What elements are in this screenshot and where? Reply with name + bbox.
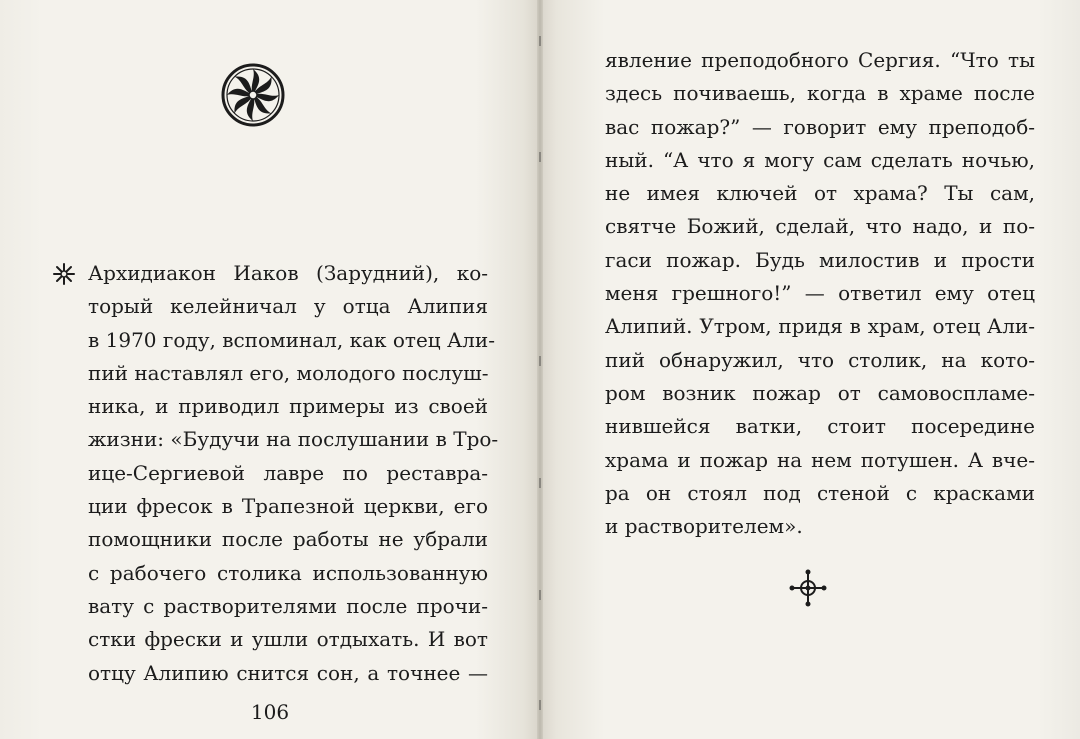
text-line: вас пожар?” — говорит ему преподоб-: [605, 114, 1035, 139]
text-line: меня грешного!” — ответил ему отец: [605, 281, 1035, 306]
binding-stitch: [539, 356, 541, 366]
right-paragraph: [605, 44, 1035, 543]
text-line: ный. “А что я могу сам сделать ночью,: [605, 147, 1035, 172]
text-line: Алипий. Утром, придя в храм, отец Али-: [605, 314, 1035, 339]
text-line: помощники после работы не убрали: [88, 527, 488, 552]
binding-stitch: [539, 700, 541, 710]
text-line: храма и пожар на нем потушен. А вче-: [605, 447, 1035, 472]
binding-stitch: [539, 478, 541, 488]
text-line: ице-Сергиевой лавре по реставра-: [88, 460, 488, 485]
book-gutter: [537, 0, 543, 739]
right-page: [540, 0, 1080, 739]
text-line: торый келейничал у отца Алипия: [88, 294, 488, 319]
text-line: с рабочего столика использованную: [88, 560, 488, 585]
text-line: явление преподобного Сергия. “Что ты: [605, 48, 1035, 72]
binding-stitch: [539, 590, 541, 600]
text-line: ром возник пожар от самовоспламе-: [605, 380, 1035, 405]
text-line: пий обнаружил, что столик, на кото-: [605, 347, 1035, 372]
text-line: в 1970 году, вспоминал, как отец Али-: [88, 327, 495, 352]
snowflake-bullet-icon: [52, 262, 76, 286]
text-line: пий наставлял его, молодого послуш-: [88, 360, 489, 385]
text-line: нившейся ватки, стоит посередине: [605, 414, 1035, 439]
text-line: жизни: «Будучи на послушании в Тро-: [88, 427, 499, 452]
text-line: ра он стоял под стеной с красками: [605, 480, 1035, 505]
text-line: вату с растворителями после прочи-: [88, 593, 488, 618]
text-line: гаси пожар. Будь милостив и прости: [605, 247, 1035, 272]
text-line: стки фрески и ушли отдыхать. И вот: [88, 627, 488, 652]
rosette-ornament-icon: [218, 60, 288, 130]
text-line: отцу Алипию снится сон, а точнее —: [88, 660, 488, 685]
left-paragraph: [88, 257, 499, 690]
binding-stitch: [539, 36, 541, 46]
binding-stitch: [539, 152, 541, 162]
text-line: Архидиакон Иаков (Зарудний), ко-: [88, 261, 488, 285]
text-line: ции фресок в Трапезной церкви, его: [88, 494, 488, 519]
text-line: и растворителем».: [605, 514, 803, 539]
text-line: не имея ключей от храма? Ты сам,: [605, 181, 1035, 206]
text-line: ника, и приводил примеры из своей: [88, 394, 488, 419]
cross-ornament-icon: [788, 568, 828, 608]
text-line: святче Божий, сделай, что надо, и по-: [605, 214, 1035, 239]
page-number: 106: [250, 700, 290, 724]
text-line: здесь почиваешь, когда в храме после: [605, 81, 1035, 106]
